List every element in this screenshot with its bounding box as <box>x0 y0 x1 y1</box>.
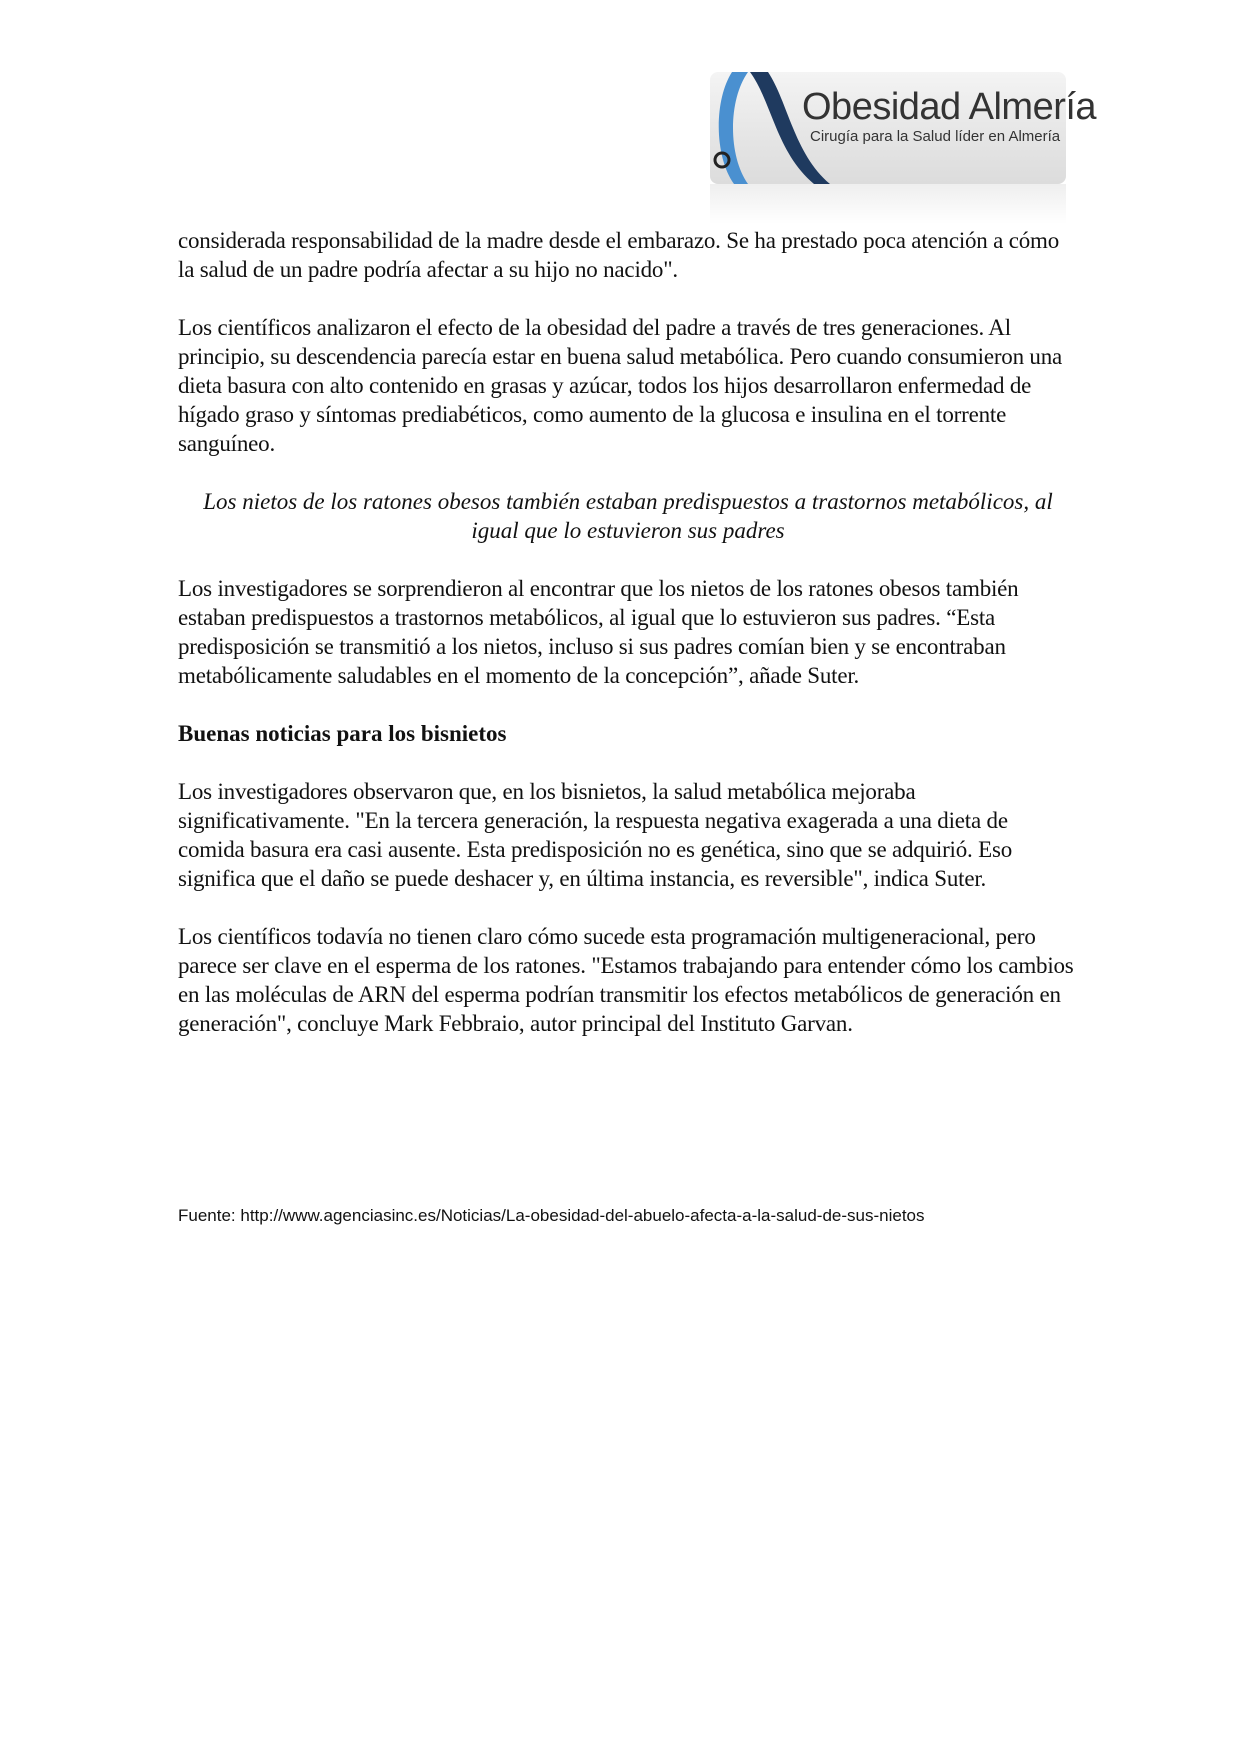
section-heading: Buenas noticias para los bisnietos <box>178 721 507 746</box>
article-paragraph-2: Los científicos analizaron el efecto de la obesidad del padre a través de tres generaciones. Al principio, su descendencia parecía estar en buena salud metabólica. Pero cuando consumieron una dieta basura con alto contenido en grasas y azúcar, todos los hijos desarrollaron enfermedad de hígado graso y síntomas prediabéticos, como aumento de la glucosa e insulina en el torrente sanguíneo. <box>178 315 1063 456</box>
article-paragraph-1: considerada responsabilidad de la madre desde el embarazo. Se ha prestado poca atención a cómo la salud de un padre podría afectar a su hijo no nacido". <box>178 228 1060 282</box>
logo-title: Obesidad Almería <box>802 86 1097 128</box>
article-paragraph-5: Los científicos todavía no tienen claro cómo sucede esta programación multigeneracional, pero parece ser clave en el esperma de los ratones. "Estamos trabajando para entender cómo los cambios en las moléculas de ARN del esperma podrían transmitir los efectos metabólicos de generación en generación", concluye Mark Febbraio, autor principal del Instituto Garvan. <box>178 924 1074 1036</box>
logo-card <box>710 72 1097 184</box>
article-body <box>178 226 1078 1067</box>
pull-quote: Los nietos de los ratones obesos también estaban predispuestos a trastornos metabólicos, al igual que lo estuvieron sus padres <box>203 489 1053 543</box>
obesidad-almeria-logo <box>710 72 1097 224</box>
article-paragraph-3: Los investigadores se sorprendieron al encontrar que los nietos de los ratones obesos también estaban predispuestos a trastornos metabólicos, al igual que lo estuvieron sus padres. “Esta predisposición se transmitió a los nietos, incluso si sus padres comían bien y se encontraban metabólicamente saludables en el momento de la concepción”, añade Suter. <box>178 576 1019 688</box>
logo-reflection <box>710 184 1066 224</box>
article-paragraph-4: Los investigadores observaron que, en los bisnietos, la salud metabólica mejoraba significativamente. "En la tercera generación, la respuesta negativa exagerada a una dieta de comida basura era casi ausente. Esta predisposición no es genética, sino que se adquirió. Eso significa que el daño se puede deshacer y, en última instancia, es reversible", indica Suter. <box>178 779 1013 891</box>
logo-tagline: Cirugía para la Salud líder en Almería <box>810 128 1061 145</box>
source-line: Fuente: http://www.agenciasinc.es/Noticias/La-obesidad-del-abuelo-afecta-a-la-salud-de-sus-nietos <box>178 1206 925 1225</box>
